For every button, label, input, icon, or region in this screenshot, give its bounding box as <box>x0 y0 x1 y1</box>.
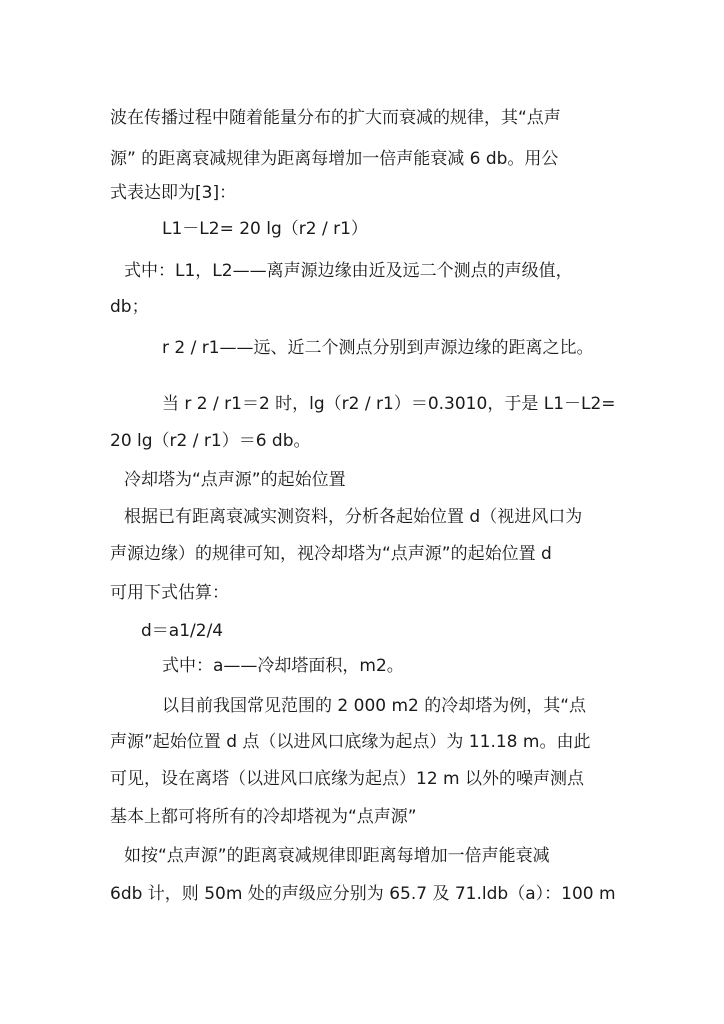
section-heading: 冷却塔为“点声源”的起始位置 <box>124 470 346 490</box>
text-line: 如按“点声源”的距离衰减规律即距离每增加一倍声能衰减 <box>124 846 550 866</box>
text-line: 20 lg（r2 / r1）＝6 db。 <box>110 431 311 451</box>
text-line: 源” 的距离衰减规律为距离每增加一倍声能衰减 6 db。用公 <box>110 149 559 169</box>
text-line: 式表达即为[3]： <box>110 183 237 203</box>
text-line: 以目前我国常见范围的 2 000 m2 的冷却塔为例，其“点 <box>162 696 587 716</box>
text-line: 可见，设在离塔（以进风口底缘为起点）12 m 以外的噪声测点 <box>110 769 584 789</box>
text-line: 可用下式估算： <box>110 583 229 603</box>
text-line: 波在传播过程中随着能量分布的扩大而衰减的规律，其“点声 <box>110 108 561 128</box>
text-line: 当 r 2 / r1＝2 时，lg（r2 / r1）＝0.3010，于是 L1－L2= <box>162 394 616 414</box>
text-line: 声源”起始位置 d 点（以进风口底缘为起点）为 11.18 m。由此 <box>110 732 591 752</box>
text-line: db； <box>110 297 149 317</box>
text-line: 式中：a——冷却塔面积，m2。 <box>162 656 404 676</box>
text-line: 根据已有距离衰减实测资料，分析各起始位置 d（视进风口为 <box>124 507 583 527</box>
text-line: 声源边缘）的规律可知，视冷却塔为“点声源”的起始位置 d <box>110 544 552 564</box>
formula-line: d＝a1/2/4 <box>141 621 224 641</box>
text-line: 基本上都可将所有的冷却塔视为“点声源” <box>110 807 417 827</box>
text-line: 式中：L1，L2——离声源边缘由近及远二个测点的声级值， <box>124 261 573 281</box>
formula-line: L1－L2= 20 lg（r2 / r1） <box>162 219 368 239</box>
text-line: 6db 计，则 50m 处的声级应分别为 65.7 及 71.ldb（a）：100 m <box>110 884 616 904</box>
text-line: r 2 / r1——远、近二个测点分别到声源边缘的距离之比。 <box>162 338 594 358</box>
